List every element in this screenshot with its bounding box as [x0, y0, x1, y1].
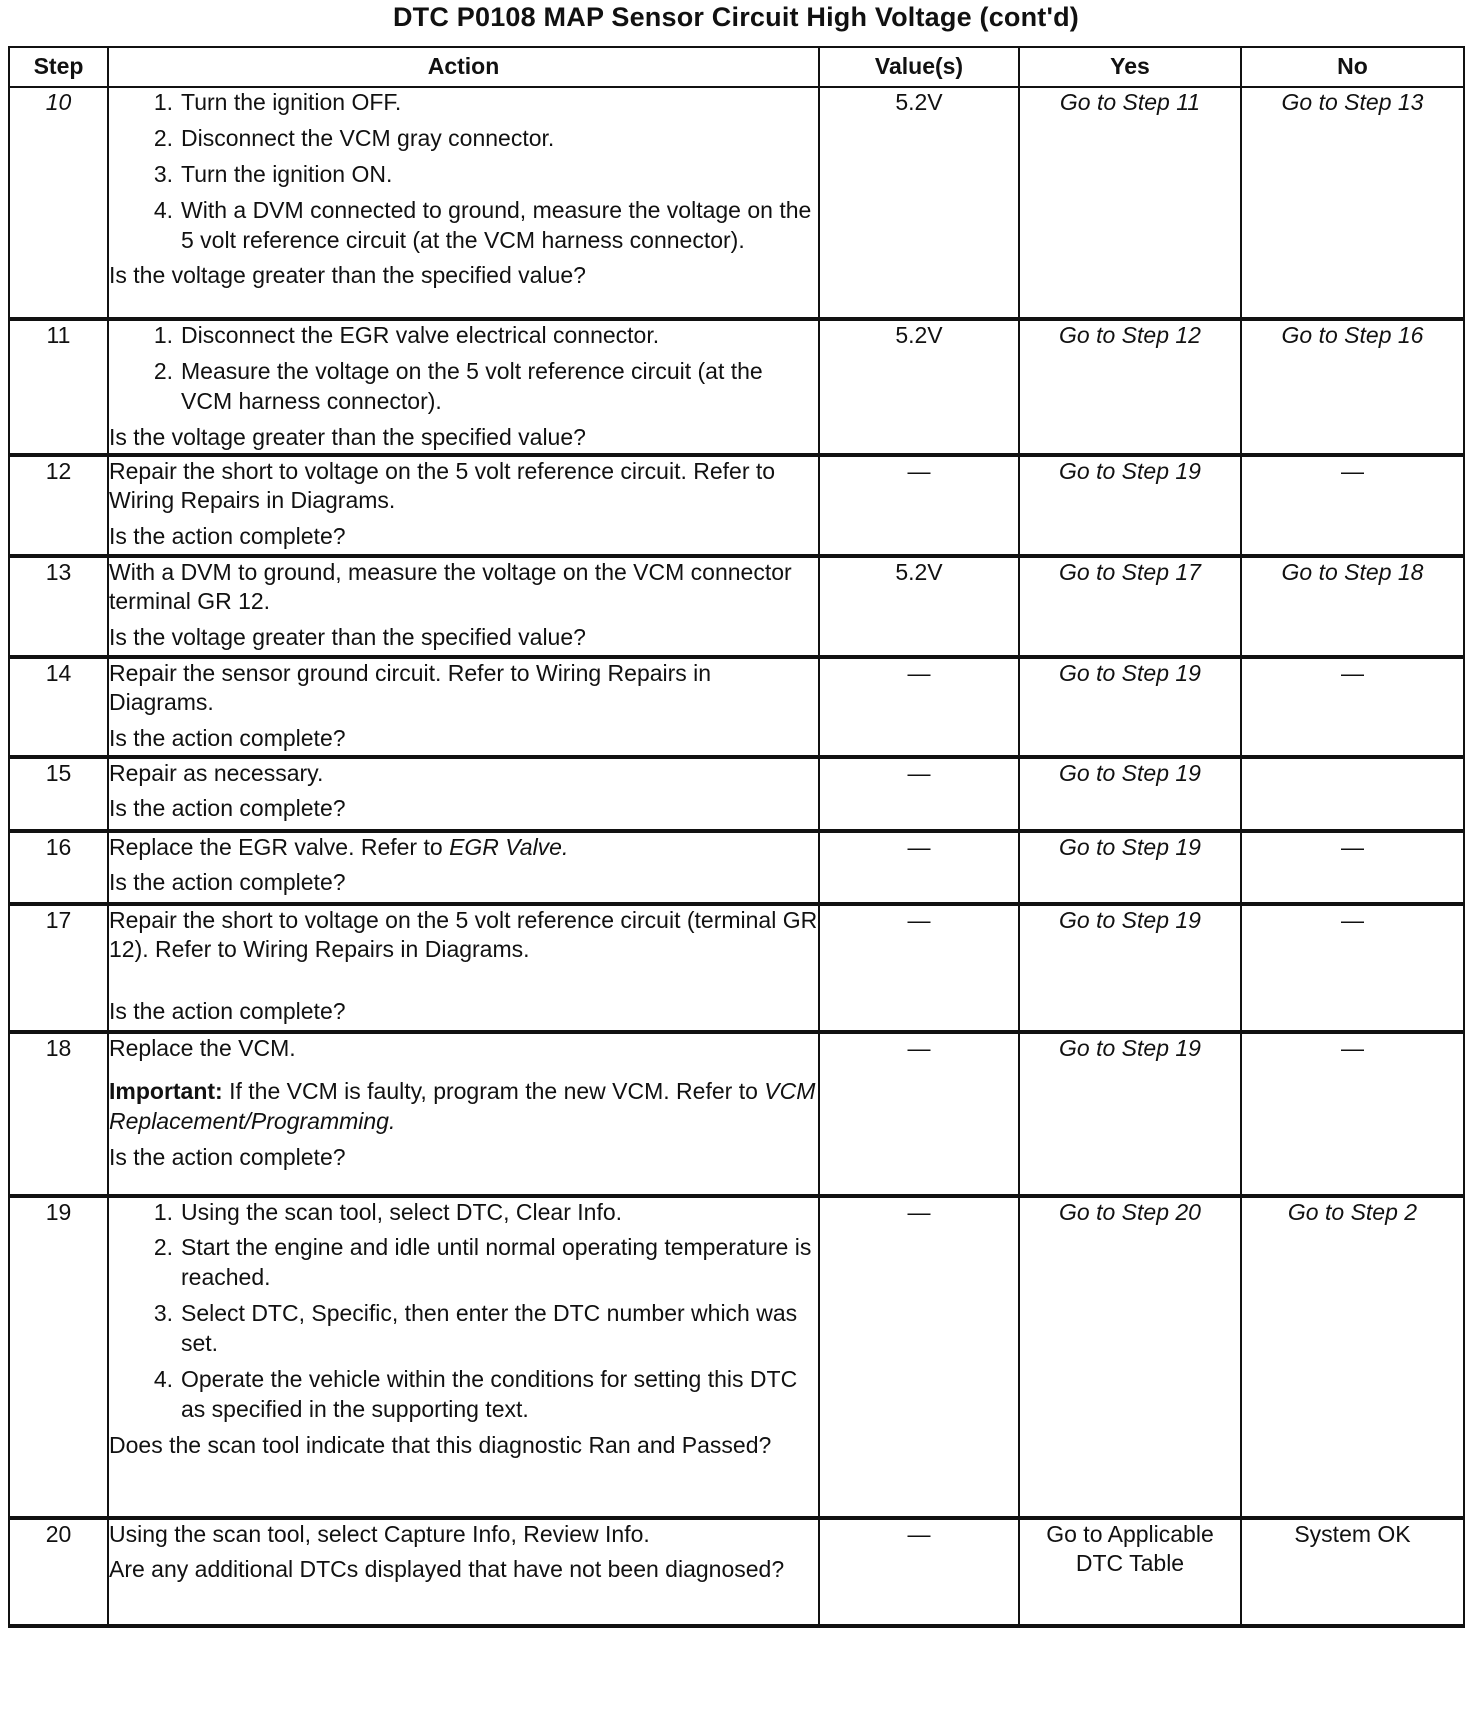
action-cell: 1. Using the scan tool, select DTC, Clear Info. 2. Start the engine and idle until normal operating temperature is reached. 3. Select DTC, Specific, then enter the DTC number which was set. 4. Operate the vehicle within the conditions for setting this DTC as specified in the supporting text. Does the scan tool indicate that this diagnostic Ran and Passed?	[108, 1196, 819, 1518]
dash: —	[907, 906, 931, 933]
action-item: Start the engine and idle until normal operating temperature is reached.	[181, 1234, 812, 1291]
yes-outcome-line: Go to Applicable	[1046, 1520, 1214, 1547]
table-row	[9, 1196, 1464, 1518]
dash: —	[907, 833, 931, 860]
no-cell	[1241, 1032, 1464, 1196]
yes-outcome: Go to Step 17	[1059, 558, 1201, 585]
yes-outcome: Go to Step 11	[1059, 89, 1201, 115]
value-cell: 5.2V	[819, 319, 1019, 455]
table-row	[9, 556, 1464, 657]
step-number: 15	[9, 757, 108, 831]
yes-outcome: Go to Step 19	[1059, 759, 1201, 786]
action-item: Measure the voltage on the 5 volt reference circuit (at the VCM harness connector).	[181, 357, 763, 414]
table-row	[9, 455, 1464, 556]
value-cell	[819, 757, 1019, 831]
action-question: Is the voltage greater than the specified value?	[109, 624, 586, 651]
step-number: 20	[9, 1518, 108, 1626]
table-row	[9, 1518, 1464, 1626]
action-cell	[108, 1032, 819, 1196]
yes-cell	[1019, 87, 1241, 319]
no-cell	[1241, 831, 1464, 904]
action-question: Are any additional DTCs displayed that have not been diagnosed?	[109, 1556, 785, 1583]
value-cell	[819, 1032, 1019, 1196]
action-text: Repair the short to voltage on the 5 volt reference circuit. Refer to Wiring Repairs in Diagrams.	[109, 457, 776, 514]
dash: —	[1341, 833, 1364, 860]
dash: —	[907, 759, 931, 786]
action-cell	[108, 831, 819, 904]
action-text	[109, 833, 818, 863]
table-row	[9, 757, 1464, 831]
step-number: 11	[9, 319, 108, 455]
important-text: If the VCM is faulty, program the new VCM. Refer to	[222, 1078, 765, 1105]
yes-outcome-line: DTC Table	[1075, 1550, 1185, 1577]
no-outcome: Go to Step 16	[1281, 322, 1424, 348]
action-item: Using the scan tool, select DTC, Clear Info.	[181, 1198, 623, 1225]
header-step: Step	[9, 47, 108, 87]
header-yes: Yes	[1019, 47, 1241, 87]
value-cell	[819, 831, 1019, 904]
action-cell	[108, 757, 819, 831]
action-question: Is the action complete?	[109, 523, 346, 550]
header-row	[9, 47, 1464, 87]
no-cell	[1241, 556, 1464, 657]
value-cell	[819, 1518, 1019, 1626]
yes-outcome: Go to Step 19	[1059, 659, 1201, 686]
step-number: 13	[9, 556, 108, 657]
action-question: Is the action complete?	[109, 998, 346, 1025]
yes-cell	[1019, 1196, 1241, 1518]
yes-cell	[1019, 556, 1241, 657]
step-number: 16	[9, 831, 108, 904]
dash: —	[1341, 1034, 1364, 1061]
action-question: Is the voltage greater than the specified value?	[109, 423, 586, 450]
action-item: With a DVM connected to ground, measure the voltage on the 5 volt reference circuit (at the VCM harness connector).	[181, 196, 812, 253]
important-note	[109, 1077, 818, 1137]
action-question: Is the action complete?	[109, 1144, 346, 1171]
action-item: Disconnect the VCM gray connector.	[181, 124, 555, 151]
yes-cell	[1019, 657, 1241, 757]
step-number: 14	[9, 657, 108, 757]
no-cell	[1241, 757, 1464, 831]
action-cell	[108, 455, 819, 556]
yes-cell	[1019, 904, 1241, 1032]
value-cell	[819, 1196, 1019, 1518]
table-row	[9, 87, 1464, 319]
table-row	[9, 319, 1464, 455]
action-cell: 1. Turn the ignition OFF. 2. Disconnect the VCM gray connector. 3. Turn the ignition ON. 4. With a DVM connected to ground, measure the voltage on the 5 volt reference circuit (at the VCM harness connector). Is the voltage greater than the specified value?	[108, 87, 819, 319]
action-item: Select DTC, Specific, then enter the DTC number which was set.	[181, 1300, 798, 1357]
action-text: Repair the short to voltage on the 5 volt reference circuit (terminal GR 12). Refer to Wiring Repairs in Diagrams.	[109, 906, 818, 963]
yes-cell	[1019, 757, 1241, 831]
action-text: Repair as necessary.	[109, 759, 324, 786]
dash: —	[907, 1034, 931, 1061]
dash: —	[1341, 659, 1364, 686]
action-question: Is the voltage greater than the specified value?	[109, 262, 586, 289]
important-reference: VCM Replacement/Programming.	[109, 1078, 816, 1135]
important-label: Important:	[109, 1078, 223, 1105]
action-reference: EGR Valve.	[449, 833, 569, 860]
action-text: With a DVM to ground, measure the voltage on the VCM connector terminal GR 12.	[109, 558, 792, 615]
no-cell	[1241, 657, 1464, 757]
dtc-table	[8, 46, 1465, 1628]
action-question: Does the scan tool indicate that this diagnostic Ran and Passed?	[109, 1431, 772, 1458]
action-item: Turn the ignition ON.	[181, 160, 393, 187]
action-item: Disconnect the EGR valve electrical connector.	[181, 322, 660, 348]
table-row	[9, 657, 1464, 757]
value-cell: 5.2V	[819, 87, 1019, 319]
yes-outcome: Go to Step 19	[1059, 457, 1201, 484]
action-item: Turn the ignition OFF.	[181, 89, 402, 115]
no-cell	[1241, 319, 1464, 455]
yes-cell	[1019, 319, 1241, 455]
no-outcome: Go to Step 13	[1281, 89, 1424, 115]
dash: —	[1341, 906, 1364, 933]
action-cell	[108, 657, 819, 757]
action-text: Repair the sensor ground circuit. Refer to Wiring Repairs in Diagrams.	[109, 659, 712, 716]
no-outcome: Go to Step 2	[1287, 1198, 1418, 1225]
action-question: Is the action complete?	[109, 725, 346, 752]
no-cell	[1241, 1518, 1464, 1626]
dash: —	[907, 659, 931, 686]
dash: —	[1341, 457, 1364, 484]
action-cell: 1. Disconnect the EGR valve electrical connector. 2. Measure the voltage on the 5 volt reference circuit (at the VCM harness connector). Is the voltage greater than the specified value?	[108, 319, 819, 455]
no-cell	[1241, 455, 1464, 556]
page-title: DTC P0108 MAP Sensor Circuit High Voltage (cont'd)	[392, 2, 1079, 32]
header-values: Value(s)	[819, 47, 1019, 87]
step-number: 19	[9, 1196, 108, 1518]
action-cell	[108, 556, 819, 657]
yes-cell	[1019, 1518, 1241, 1626]
step-number: 17	[9, 904, 108, 1032]
yes-outcome: Go to Step 19	[1059, 833, 1201, 860]
yes-outcome: Go to Step 19	[1059, 1034, 1201, 1061]
yes-outcome: Go to Step 20	[1059, 1198, 1201, 1225]
dash: —	[907, 1520, 931, 1547]
action-text: Using the scan tool, select Capture Info, Review Info.	[109, 1520, 650, 1547]
action-question: Is the action complete?	[109, 869, 346, 896]
action-question: Is the action complete?	[109, 795, 346, 822]
yes-outcome: Go to Step 12	[1059, 322, 1201, 348]
step-number: 10	[9, 87, 108, 319]
no-cell	[1241, 904, 1464, 1032]
value-cell	[819, 455, 1019, 556]
value-cell	[819, 657, 1019, 757]
value-cell: 5.2V	[819, 556, 1019, 657]
yes-cell	[1019, 455, 1241, 556]
no-cell	[1241, 87, 1464, 319]
table-row	[9, 831, 1464, 904]
step-number: 18	[9, 1032, 108, 1196]
header-no: No	[1241, 47, 1464, 87]
no-outcome: Go to Step 18	[1281, 558, 1424, 585]
yes-cell	[1019, 1032, 1241, 1196]
action-item: Operate the vehicle within the conditions for setting this DTC as specified in the supporting text.	[181, 1366, 798, 1422]
table-row	[9, 904, 1464, 1032]
dash: —	[907, 1198, 931, 1225]
yes-outcome	[1020, 1520, 1240, 1582]
no-outcome: System OK	[1294, 1520, 1411, 1547]
yes-outcome: Go to Step 19	[1059, 906, 1201, 933]
dash: —	[907, 457, 931, 484]
table-row	[9, 1032, 1464, 1196]
yes-cell	[1019, 831, 1241, 904]
step-number: 12	[9, 455, 108, 556]
action-cell	[108, 1518, 819, 1626]
no-cell	[1241, 1196, 1464, 1518]
action-text: Replace the VCM.	[109, 1034, 296, 1061]
header-action: Action	[108, 47, 819, 87]
action-cell	[108, 904, 819, 1032]
value-cell	[819, 904, 1019, 1032]
action-text-prefix: Replace the EGR valve. Refer to	[109, 833, 450, 860]
